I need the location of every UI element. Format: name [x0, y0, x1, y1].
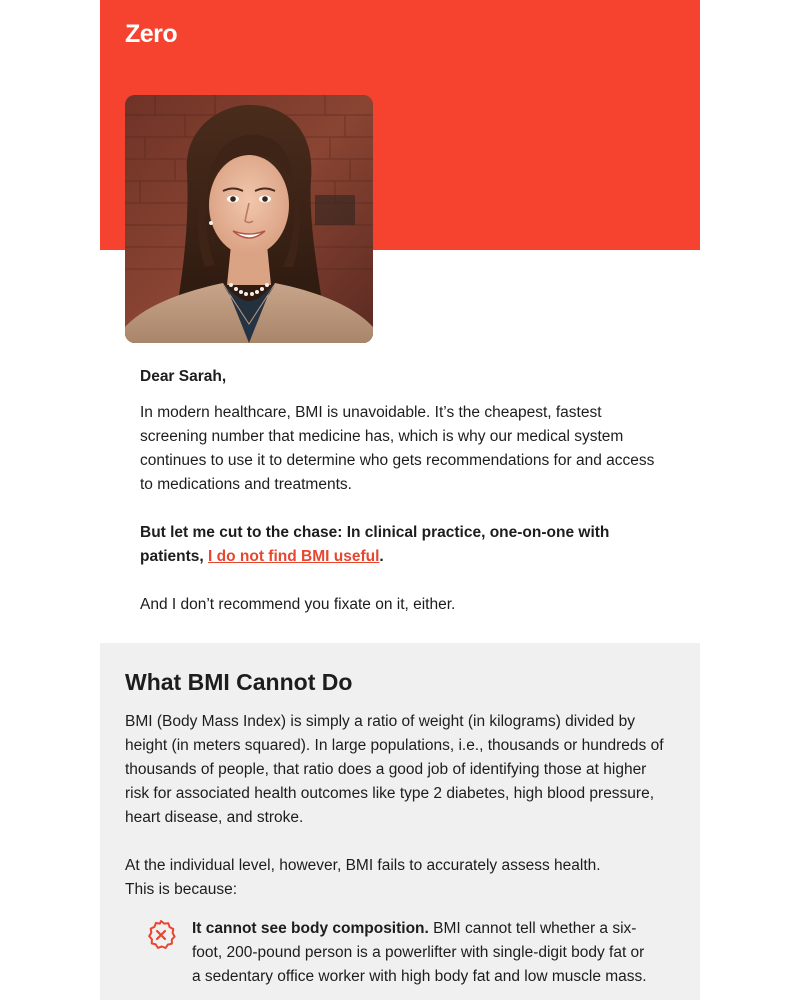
key-point-period: .: [379, 548, 384, 565]
key-point-text: But let me cut to the chase: In clinical practice, one-on-one with patients,: [140, 524, 610, 565]
closing-paragraph: And I don’t recommend you fixate on it, either.: [140, 596, 456, 613]
this-is-because-line: This is because:: [125, 881, 237, 898]
what-bmi-cannot-do-section: [100, 643, 700, 1000]
portrait-image: [125, 95, 373, 343]
section-title: What BMI Cannot Do: [125, 669, 353, 695]
bmi-not-useful-link[interactable]: I do not find BMI useful: [208, 548, 380, 565]
letter-body: [140, 365, 660, 617]
author-portrait: [125, 95, 373, 343]
individual-level-line: At the individual level, however, BMI fails to accurately assess health.: [125, 857, 601, 874]
intro-paragraph: In modern healthcare, BMI is unavoidable. It’s the cheapest, fastest screening number that medicine has, which is why our medical system continues to use it to determine who gets recommendations for and access to medications and treatments.: [140, 404, 655, 493]
reason-lead: It cannot see body composition.: [192, 920, 429, 937]
email-container: [100, 0, 700, 1000]
section-body: [125, 710, 670, 902]
x-badge-icon: [145, 919, 177, 951]
key-point-paragraph: [140, 521, 660, 569]
zero-logo[interactable]: Zero: [125, 20, 178, 48]
greeting: Dear Sarah,: [140, 368, 227, 385]
reason-text: [192, 917, 652, 989]
bmi-definition-paragraph: BMI (Body Mass Index) is simply a ratio of weight (in kilograms) divided by height (in meters squared). In large populations, i.e., thousands or hundreds of thousands of people, that ratio does a good job of identifying those at higher risk for associated health outcomes like type 2 diabetes, high blood pressure, heart disease, and stroke.: [125, 713, 664, 826]
reason-detail: BMI cannot tell whether a six-foot, 200-pound person is a powerlifter with single-digit body fat or a sedentary office worker with high body fat and low muscle mass.: [192, 920, 647, 985]
